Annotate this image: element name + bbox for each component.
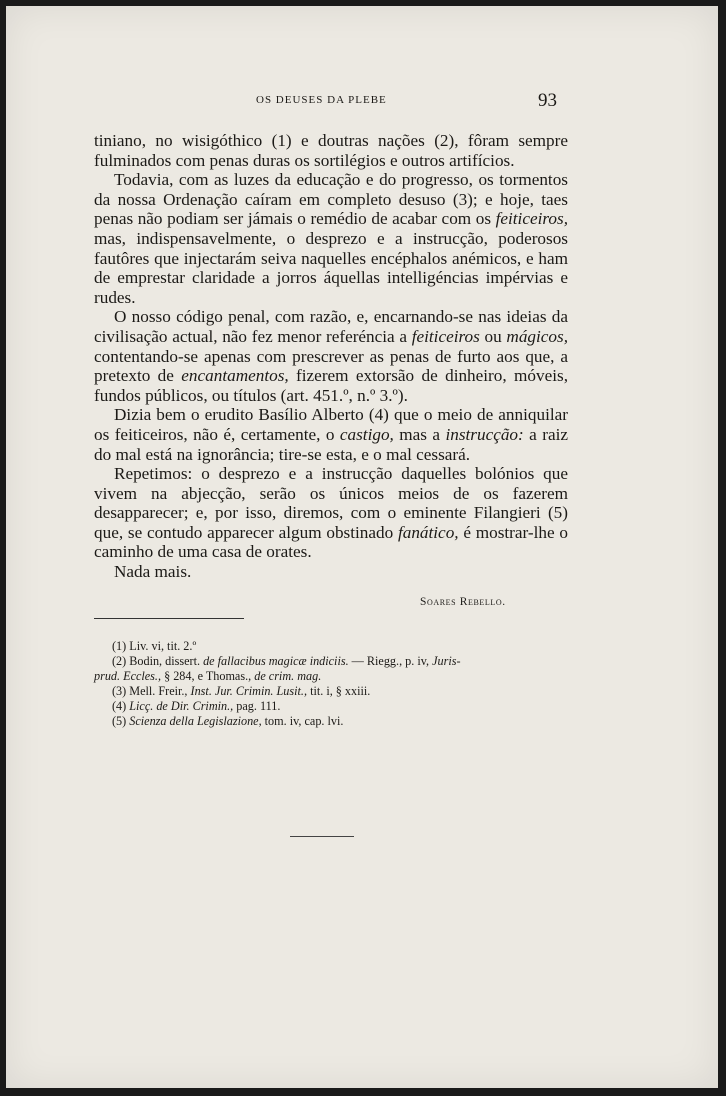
italic-run: Inst. Jur. Crimin. Lusit., [190, 684, 308, 698]
body-text [94, 131, 568, 582]
running-head [6, 90, 718, 114]
footnotes [94, 639, 564, 729]
text-run: fizerem extorsão de dinheiro, móveis, fundos públicos, ou títulos (art. 451.º, n.º 3.º). [94, 366, 568, 405]
text-run: Todavia, com as luzes da educação e do progresso, os tormentos da nossa Ordenação caíram em completo desuso (3); e hoje, taes penas não podiam ser jámais o remédio de acabar com os [94, 170, 568, 229]
italic-run: Scienza della Legislazione, [129, 714, 262, 728]
end-divider [290, 836, 354, 837]
text-run: é mostrar-lhe o caminho de uma casa de orates. [94, 522, 568, 562]
italic-run: de crim. mag. [254, 669, 322, 683]
text-run: (4) [112, 699, 130, 713]
text-run: Dizia bem o erudito Basílio Alberto (4) que o meio de anniquilar os feiticeiros, não é, certamente, o [94, 405, 568, 444]
italic-run: Licç. de Dir. Crimin., [129, 699, 234, 713]
italic-run: Juris- [432, 654, 461, 668]
italic-run: prud. Eccles., [94, 669, 162, 683]
paragraph-1-text: tiniano, no wisigóthico (1) e doutras nações (2), fôram sempre fulminados com penas duras os sortilégios e outros artifícios. [94, 131, 568, 170]
text-run: (1) Liv. vi, tit. 2.º [112, 639, 197, 653]
paragraph-3 [94, 307, 568, 405]
text-run: O nosso código penal, com razão, e, encarnando-se nas ideias da civilisação actual, não fez menor referéncia a [94, 307, 568, 346]
text-run: (3) Mell. Freir., [112, 684, 191, 698]
closing-text: Nada mais. [114, 562, 192, 582]
text-run: (5) [112, 714, 130, 728]
italic-run: fanático, [397, 522, 459, 542]
paragraph-4 [94, 405, 568, 464]
text-run: ou [479, 326, 507, 346]
paragraph-1 [94, 131, 568, 170]
book-page [6, 6, 718, 1088]
paragraph-5 [94, 464, 568, 562]
italic-run: instrucção: [445, 424, 524, 444]
footnote-2-continued [94, 669, 564, 684]
text-run: § 284, e Thomas., [161, 669, 255, 683]
page-number: 93 [538, 90, 557, 111]
italic-run: feiticeiros, [495, 209, 568, 229]
italic-run: de fallacibus magicæ indiciis. [203, 654, 349, 668]
paragraph-6 [94, 562, 568, 582]
footnote-4 [112, 699, 564, 714]
paragraph-2 [94, 170, 568, 307]
text-run: mas, indispensavelmente, o desprezo e a instrucção, poderosos fautôres que injectarám seiva naquelles encéphalos anémicos, e ham de emprestar claridade a jorros áquellas intelligéncias impérvias e rudes. [94, 228, 568, 307]
footnote-5 [112, 714, 564, 729]
text-run: pag. 111. [233, 699, 281, 713]
text-run: Repetimos: o desprezo e a instrucção daquelles bolónios que vivem na abjecção, serão os únicos meios de os fazerem desapparecer; e, por isso, diremos, com o eminente Filangieri (5) que, se contudo apparecer algum obstinado [94, 464, 568, 542]
italic-run: mágicos, [506, 326, 569, 346]
running-title: OS DEUSES DA PLEBE [256, 94, 387, 106]
italic-run: encantamentos, [181, 366, 289, 386]
footnote-divider [94, 618, 244, 619]
text-run: mas a [393, 424, 446, 444]
text-run: (2) Bodin, dissert. [112, 654, 204, 668]
italic-run: castigo, [339, 424, 394, 444]
text-run: contentando-se apenas com prescrever as penas de furto aos que, a pretexto de [94, 346, 568, 386]
text-run: tom. iv, cap. lvi. [261, 714, 344, 728]
author-signature: Soares Rebello. [420, 596, 506, 608]
footnote-2 [112, 654, 564, 669]
text-run: — Riegg., p. iv, [348, 654, 433, 668]
text-run: tit. i, § xxiii. [307, 684, 371, 698]
text-run: a raiz do mal está na ignorância; tire-se esta, e o mal cessará. [94, 424, 568, 464]
italic-run: feiticeiros [411, 326, 480, 346]
footnote-3 [112, 684, 564, 699]
footnote-1 [112, 639, 564, 654]
